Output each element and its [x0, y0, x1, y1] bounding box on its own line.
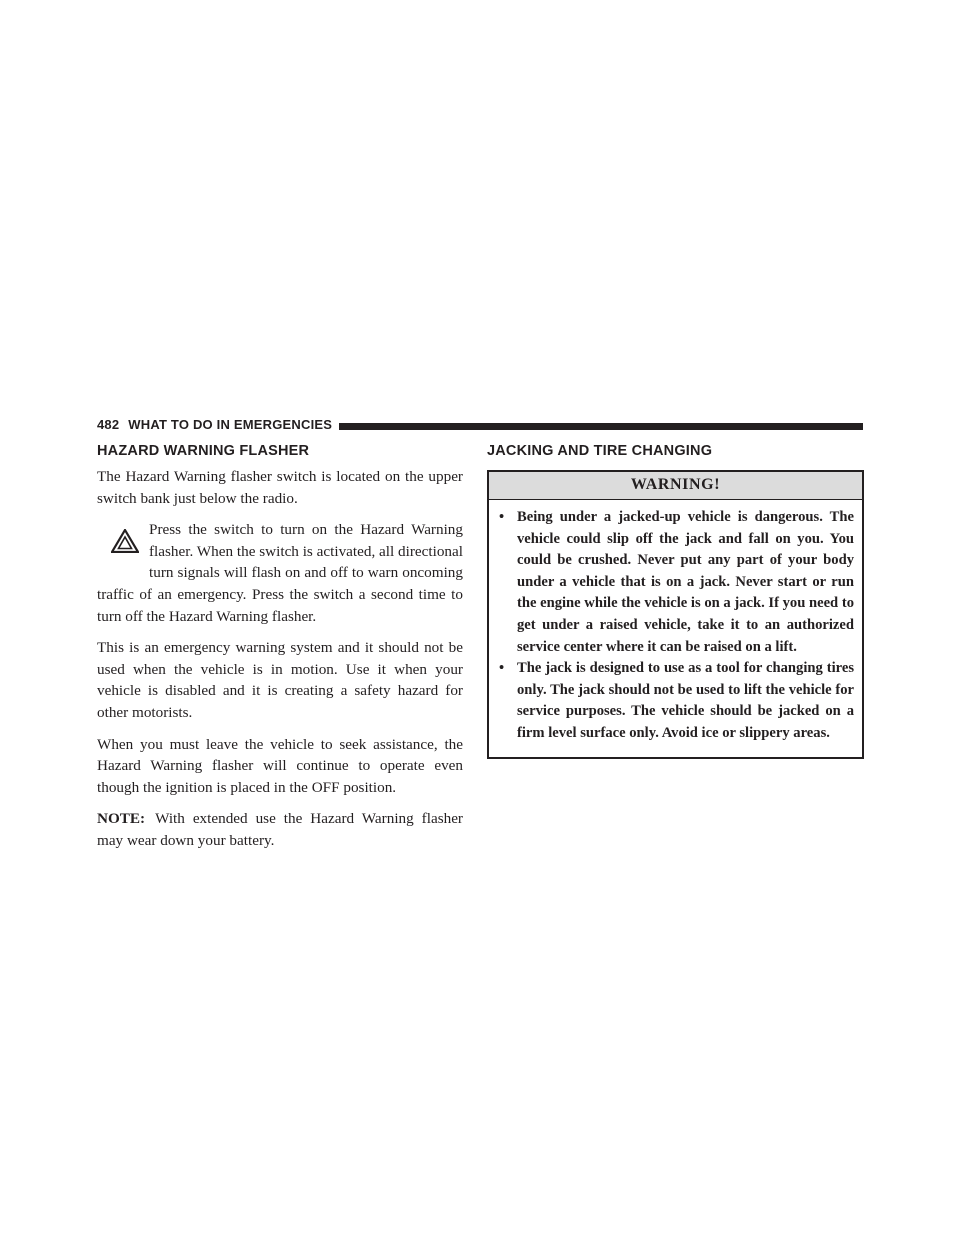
jacking-heading: JACKING AND TIRE CHANGING [487, 443, 713, 459]
page-number: 482 [97, 417, 120, 432]
section-title: WHAT TO DO IN EMERGENCIES [128, 417, 333, 432]
warning-item [499, 507, 854, 658]
hazard-triangle-icon [111, 529, 139, 553]
bullet: • [499, 509, 505, 525]
header-rule [339, 423, 863, 430]
hazard-para-ignition: When you must leave the vehicle to seek assistance, the Hazard Warning flasher will continue to operate even though the ignition is placed in the OFF position. [97, 735, 463, 796]
warning-text: The jack is designed to use as a tool for changing tires only. The jack should not be used to lift the vehicle for service purposes. The vehicle should be jacked on a firm level surface only. Avoid ice or slippery areas. [517, 660, 854, 741]
warning-title: WARNING! [489, 472, 862, 500]
hazard-heading: HAZARD WARNING FLASHER [97, 443, 310, 459]
note-label: NOTE: [97, 810, 146, 828]
warning-item [499, 658, 854, 744]
warning-list [489, 500, 862, 757]
warning-box [487, 470, 864, 759]
bullet: • [499, 660, 505, 677]
left-column [97, 443, 463, 862]
page-header [97, 419, 863, 433]
note-text: With extended use the Hazard Warning flasher may wear down your battery. [97, 810, 463, 849]
header-text [97, 417, 340, 433]
hazard-instruction [97, 519, 463, 627]
hazard-note [97, 808, 463, 851]
hazard-para-activation: Press the switch to turn on the Hazard Warning flasher. When the switch is activated, all directional turn signals will flash on and off to warn oncoming traffic of an emergency. Press the switch a second time to turn off the Hazard Warning flasher. [97, 521, 463, 625]
right-column [487, 443, 864, 759]
hazard-para-usage: This is an emergency warning system and it should not be used when the vehicle is in motion. Use it when your vehicle is disabled and it is creating a safety hazard for other motorists. [97, 639, 463, 721]
warning-text: Being under a jacked-up vehicle is dangerous. The vehicle could slip off the jack and fall on you. You could be crushed. Never put any part of your body under a vehicle that is on a jack. Never start or run the engine while the vehicle is on a jack. If you need to get under a raised vehicle, take it to an authorized service center where it can be raised on a lift. [517, 509, 854, 655]
hazard-para-location: The Hazard Warning flasher switch is located on the upper switch bank just below the radio. [97, 468, 463, 507]
